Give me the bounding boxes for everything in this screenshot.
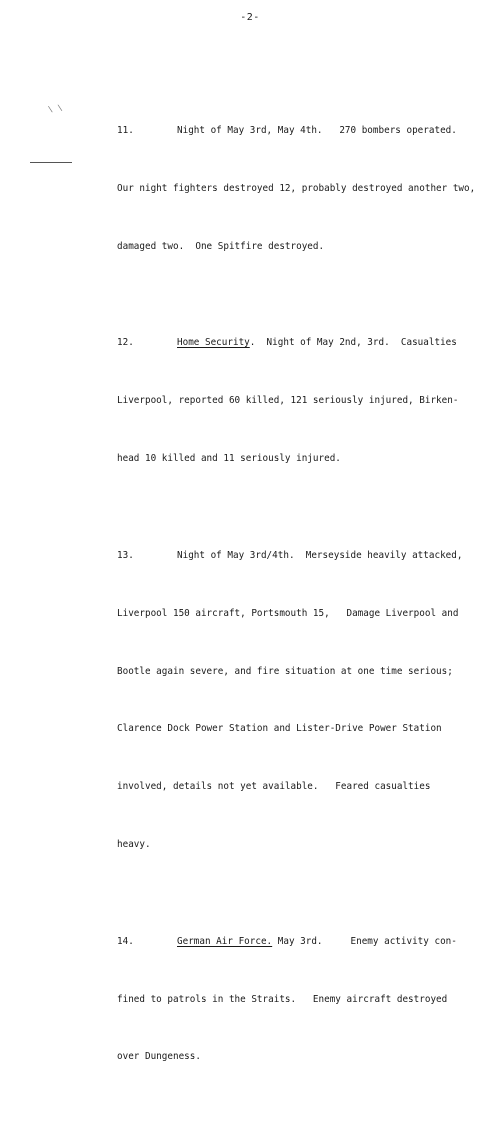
- paragraph-11-line-2: Our night fighters destroyed 12, probably destroyed another two,: [117, 183, 476, 195]
- paragraph-13-line-3: Bootle again severe, and fire situation at one time serious;: [117, 665, 453, 677]
- paragraph-14-line-2: fined to patrols in the Straits. Enemy aircraft destroyed: [117, 993, 448, 1005]
- paragraph-11-line-1: [117, 121, 487, 140]
- paragraph-11-line-3: damaged two. One Spitfire destroyed.: [117, 240, 325, 252]
- paragraph-12-line-3: head 10 killed and 11 seriously injured.: [117, 453, 341, 465]
- paragraph-text: May 3rd. Enemy activity con-: [272, 935, 457, 947]
- paragraph-text: Night of May 3rd/4th. Merseyside heavily attacked,: [177, 549, 463, 561]
- paragraph-number: 11.: [117, 125, 134, 137]
- page-number: -2-: [240, 12, 260, 23]
- paragraph-13-line-1: [117, 546, 487, 565]
- paragraph-14-line-1: [117, 932, 487, 951]
- paragraph-13-line-5: involved, details not yet available. Feared casualties: [117, 781, 431, 793]
- paragraph-13-line-4: Clarence Dock Power Station and Lister-Drive Power Station: [117, 723, 442, 735]
- margin-annotation: \ \: [47, 103, 64, 114]
- paragraph-14-line-3: over Dungeness.: [117, 1051, 201, 1063]
- paragraph-text: Night of May 3rd, May 4th. 270 bombers operated.: [177, 125, 457, 137]
- document-body: [117, 44, 487, 1125]
- paragraph-heading: Home Security: [177, 337, 250, 349]
- paragraph-12-line-1: [117, 333, 487, 352]
- paragraph-12-line-2: Liverpool, reported 60 killed, 121 seriously injured, Birken-: [117, 395, 459, 407]
- paragraph-number: 12.: [117, 337, 134, 349]
- paragraph-heading: German Air Force.: [177, 935, 273, 947]
- paragraph-text: . Night of May 2nd, 3rd. Casualties: [249, 337, 457, 349]
- paragraph-number: 13.: [117, 549, 134, 561]
- paragraph-13-line-6: heavy.: [117, 839, 151, 851]
- margin-rule: [30, 162, 72, 163]
- paragraph-number: 14.: [117, 935, 134, 947]
- paragraph-13-line-2: Liverpool 150 aircraft, Portsmouth 15, Damage Liverpool and: [117, 607, 459, 619]
